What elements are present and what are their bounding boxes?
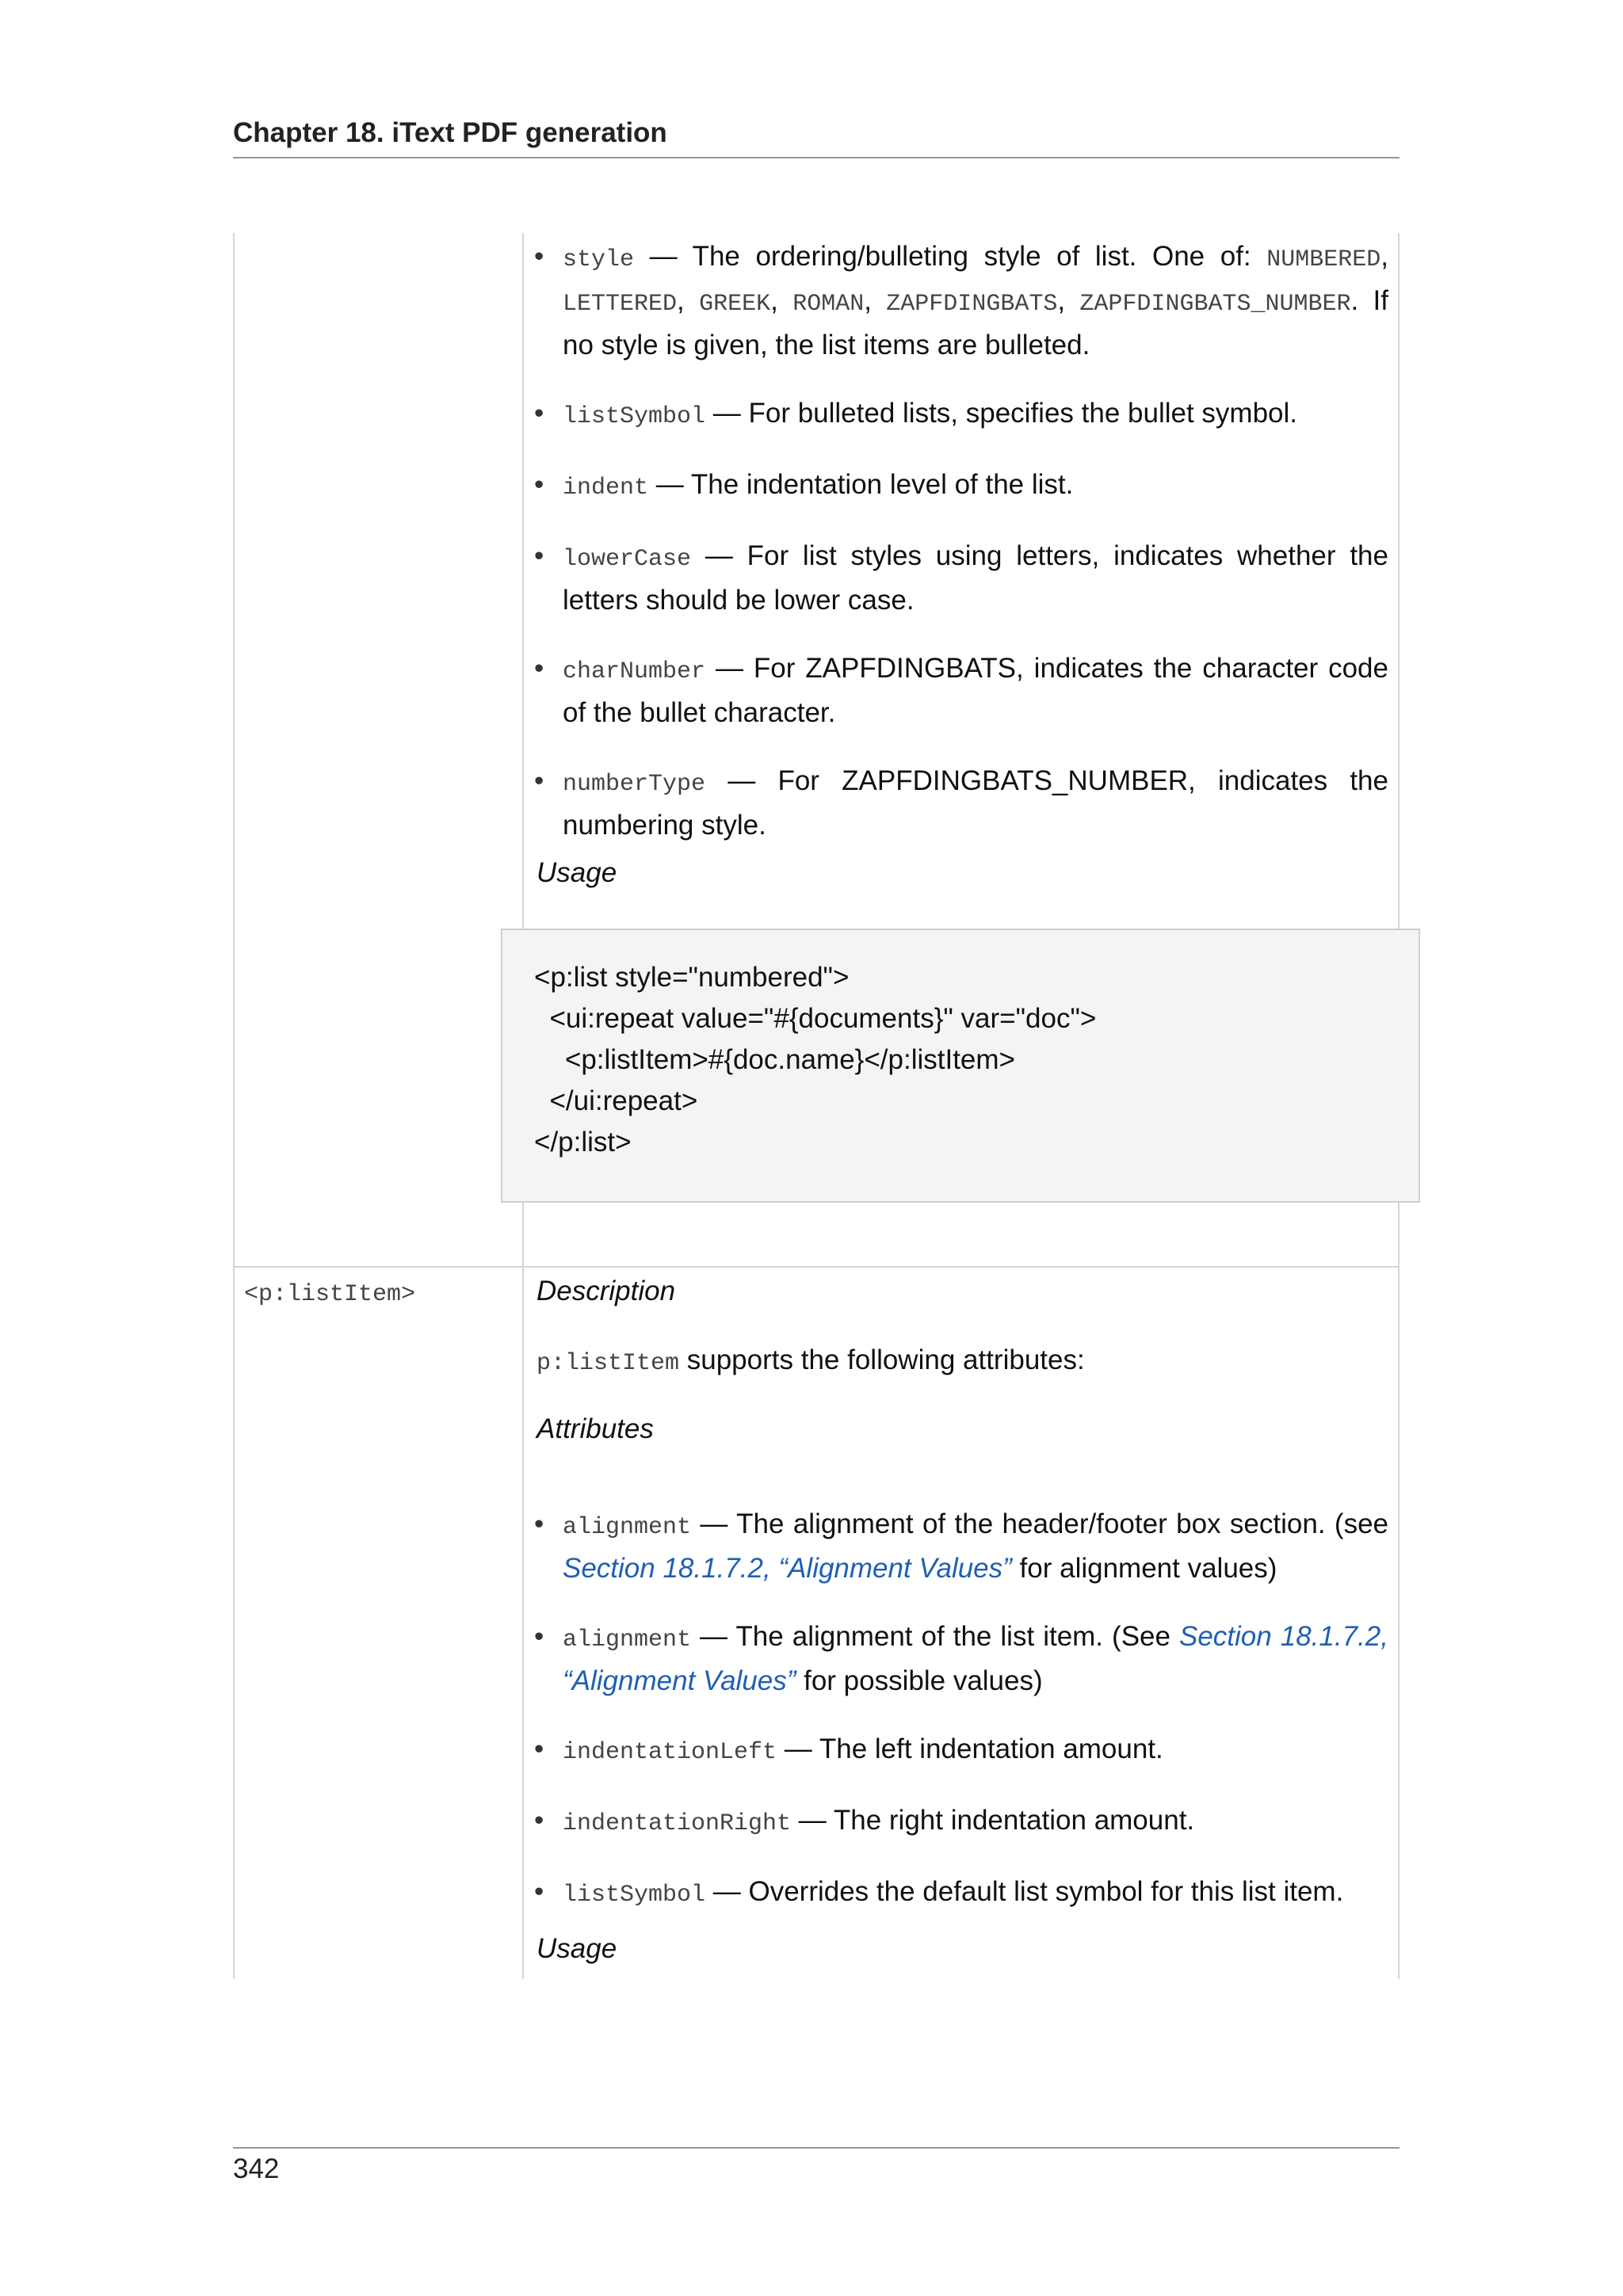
attribute-description: — The ordering/bulleting style of list. One of:: [634, 241, 1267, 272]
attribute-description: ,: [677, 285, 700, 316]
attribute-name: alignment: [563, 1514, 692, 1541]
style-value: LETTERED: [563, 291, 678, 318]
list-item: [534, 464, 1388, 509]
code-line: </p:list>: [534, 1127, 632, 1158]
table-left-border: [233, 233, 235, 1979]
code-line: <p:listItem>#{doc.name}</p:listItem>: [534, 1044, 1015, 1075]
style-value: ZAPFDINGBATS_NUMBER: [1079, 291, 1351, 318]
attribute-name: indentationRight: [563, 1810, 792, 1837]
attribute-name: numberType: [563, 771, 706, 798]
intro-text: supports the following attributes:: [679, 1344, 1085, 1375]
attribute-description: — The left indentation amount.: [777, 1733, 1163, 1764]
attribute-description: — For bulleted lists, specifies the bullet symbol.: [705, 398, 1298, 429]
attribute-description: — For ZAPFDINGBATS_NUMBER, indicates the numbering style.: [563, 765, 1388, 841]
attribute-description: ,: [770, 285, 793, 316]
table-column-divider-upper: [522, 233, 524, 929]
tag-name: <p:listItem>: [244, 1281, 416, 1308]
attributes-label: Attributes: [537, 1413, 654, 1444]
attribute-description: — The alignment of the list item. (See: [691, 1621, 1179, 1652]
table-right-border-lower: [1398, 1203, 1400, 1979]
code-line: </ui:repeat>: [534, 1085, 698, 1116]
attribute-description: . If no style is given, the list items are bulleted.: [563, 285, 1389, 360]
usage-label: Usage: [537, 857, 617, 888]
list-attributes: [534, 236, 1388, 873]
list-item: [534, 536, 1388, 621]
table-column-divider-lower: [522, 1203, 524, 1979]
footer-divider: [233, 2147, 1400, 2149]
header-divider: [233, 157, 1400, 158]
attribute-name: indent: [563, 475, 649, 502]
attribute-name: indentationLeft: [563, 1739, 777, 1766]
style-value: ROMAN: [792, 291, 865, 318]
list-item: [534, 1871, 1388, 1916]
attribute-description: — The indentation level of the list.: [648, 469, 1074, 500]
attribute-description: — Overrides the default list symbol for this list item.: [705, 1876, 1344, 1907]
attribute-description: — For list styles using letters, indicates whether the letters should be lower case.: [563, 540, 1388, 616]
attribute-description: ,: [1381, 241, 1388, 272]
listitem-attributes: [534, 1504, 1388, 1943]
list-item: [534, 1504, 1388, 1589]
attribute-description: — The right indentation amount.: [791, 1805, 1195, 1836]
list-item: [534, 761, 1388, 846]
attribute-description: — For ZAPFDINGBATS, indicates the character code of the bullet character.: [563, 653, 1388, 728]
list-item: [534, 393, 1388, 437]
chapter-title: Chapter 18. iText PDF generation: [233, 117, 667, 148]
attribute-description: for possible values): [796, 1665, 1043, 1696]
style-value: NUMBERED: [1266, 246, 1381, 273]
list-item: [534, 648, 1388, 734]
usage-label-2: Usage: [537, 1933, 617, 1964]
attribute-name: style: [563, 246, 635, 273]
list-item: [534, 236, 1388, 366]
attribute-description: — The alignment of the header/footer box section. (see: [691, 1508, 1388, 1539]
code-line: <p:list style="numbered">: [534, 962, 850, 993]
style-value: ZAPFDINGBATS: [886, 291, 1058, 318]
intro-code: p:listItem: [537, 1350, 680, 1377]
list-item: [534, 1616, 1388, 1702]
style-value: GREEK: [699, 291, 771, 318]
intro-sentence: [537, 1340, 1085, 1384]
attribute-name: lowerCase: [563, 546, 692, 573]
table-right-border-upper: [1398, 233, 1400, 929]
attribute-name: listSymbol: [563, 403, 706, 430]
section-link[interactable]: Section 18.1.7.2, “Alignment Values”: [563, 1621, 1388, 1696]
table-row-divider: [233, 1266, 1400, 1268]
attribute-name: alignment: [563, 1627, 692, 1653]
attribute-name: listSymbol: [563, 1882, 706, 1909]
attribute-description: for alignment values): [1011, 1553, 1277, 1584]
attribute-description: ,: [1057, 285, 1080, 316]
attribute-name: charNumber: [563, 658, 706, 685]
list-item: [534, 1800, 1388, 1844]
list-item: [534, 1729, 1388, 1773]
section-link[interactable]: Section 18.1.7.2, “Alignment Values”: [563, 1553, 1012, 1584]
code-line: <ui:repeat value="#{documents}" var="doc">: [534, 1003, 1097, 1034]
attribute-description: ,: [864, 285, 887, 316]
description-label: Description: [537, 1276, 676, 1306]
page-number: 342: [233, 2153, 280, 2184]
